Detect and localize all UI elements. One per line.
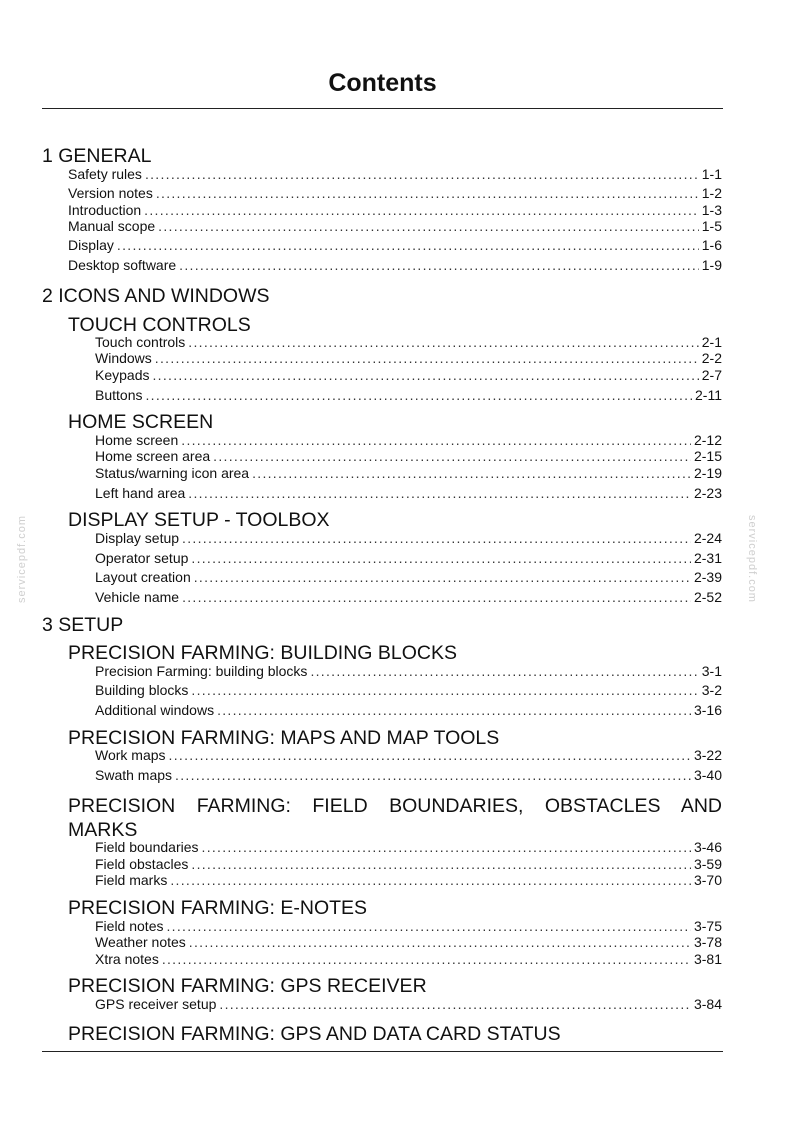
leader-dots	[182, 530, 691, 547]
toc-entry-label: Layout creation	[95, 569, 191, 585]
toc-entry-page: 2-52	[693, 589, 722, 605]
chapter-heading-1: 1 GENERAL	[42, 145, 152, 167]
leader-dots	[145, 166, 699, 183]
toc-entry-page: 1-2	[701, 185, 722, 201]
toc-entry[interactable]	[95, 682, 722, 699]
toc-entry[interactable]	[95, 702, 722, 719]
leader-dots	[162, 951, 691, 968]
toc-entry-page: 2-11	[695, 387, 722, 403]
toc-entry-page: 3-22	[693, 747, 722, 763]
toc-entry-label: Swath maps	[95, 767, 173, 783]
leader-dots	[145, 387, 692, 404]
toc-entry-label: Home screen area	[95, 448, 211, 464]
leader-dots	[310, 663, 698, 680]
toc-entry[interactable]	[95, 485, 722, 502]
leader-dots	[252, 465, 691, 482]
leader-dots	[189, 934, 691, 951]
leader-dots	[158, 218, 699, 235]
leader-dots	[181, 432, 691, 449]
toc-entry-label: Introduction	[68, 202, 142, 218]
toc-entry-page: 2-31	[693, 550, 722, 566]
section-heading: PRECISION FARMING: GPS RECEIVER	[68, 975, 427, 997]
toc-entry-label: Building blocks	[95, 682, 189, 698]
toc-entry[interactable]	[95, 530, 722, 547]
toc-entry-page: 2-24	[693, 530, 722, 546]
toc-entry[interactable]	[95, 767, 722, 784]
section-heading: PRECISION FARMING: MAPS AND MAP TOOLS	[68, 727, 500, 749]
toc-entry[interactable]	[95, 448, 722, 465]
toc-entry-label: Touch controls	[95, 334, 186, 350]
section-heading: PRECISION FARMING: GPS AND DATA CARD STATUS	[68, 1023, 561, 1045]
toc-entry-label: Field obstacles	[95, 856, 189, 872]
toc-entry[interactable]	[95, 550, 722, 567]
toc-entry-label: Work maps	[95, 747, 166, 763]
toc-entry-page: 3-2	[701, 682, 722, 698]
leader-dots	[155, 350, 699, 367]
toc-entry-label: Safety rules	[68, 166, 142, 182]
toc-entry-label: Keypads	[95, 367, 150, 383]
toc-entry-label: Precision Farming: building blocks	[95, 663, 308, 679]
leader-dots	[152, 367, 698, 384]
leader-dots	[179, 257, 699, 274]
bottom-rule	[42, 1051, 723, 1052]
section-heading: HOME SCREEN	[68, 411, 214, 433]
toc-entry-page: 2-1	[701, 334, 722, 350]
toc-entry-page: 3-1	[701, 663, 722, 679]
leader-dots	[188, 334, 698, 351]
toc-entry[interactable]	[68, 237, 722, 254]
page-title: Contents	[328, 69, 437, 97]
toc-entry-page: 1-1	[701, 166, 722, 182]
toc-entry-page: 2-23	[693, 485, 722, 501]
section-heading-line-2: MARKS	[68, 819, 138, 841]
toc-entry-label: Field marks	[95, 872, 168, 888]
section-heading: DISPLAY SETUP - TOOLBOX	[68, 509, 330, 531]
toc-entry-label: Additional windows	[95, 702, 215, 718]
section-heading: PRECISION FARMING: E-NOTES	[68, 897, 368, 919]
toc-entry-page: 1-5	[701, 218, 722, 234]
toc-entry-label: Field notes	[95, 918, 164, 934]
section-heading-line-1: PRECISION FARMING: FIELD BOUNDARIES, OBSTACLES AND	[68, 795, 722, 817]
toc-entry[interactable]	[95, 996, 722, 1013]
toc-entry-label: Display setup	[95, 530, 180, 546]
toc-entry-label: Buttons	[95, 387, 143, 403]
leader-dots	[182, 589, 691, 606]
toc-entry-page: 3-78	[693, 934, 722, 950]
toc-entry-label: Left hand area	[95, 485, 186, 501]
toc-entry-page: 1-3	[701, 202, 722, 218]
section-heading: PRECISION FARMING: BUILDING BLOCKS	[68, 642, 457, 664]
toc-entry[interactable]	[95, 872, 722, 889]
toc-entry[interactable]	[95, 951, 722, 968]
chapter-heading-2: 2 ICONS AND WINDOWS	[42, 285, 270, 307]
leader-dots	[117, 237, 699, 254]
toc-entry[interactable]	[95, 432, 722, 449]
toc-entry[interactable]	[95, 569, 722, 586]
top-rule	[42, 108, 723, 109]
toc-entry-page: 3-46	[693, 839, 722, 855]
toc-entry-page: 3-75	[693, 918, 722, 934]
toc-entry-page: 2-2	[701, 350, 722, 366]
toc-entry-page: 1-9	[701, 257, 722, 273]
toc-entry-page: 2-12	[693, 432, 722, 448]
leader-dots	[219, 996, 691, 1013]
section-heading: TOUCH CONTROLS	[68, 314, 251, 336]
leader-dots	[170, 872, 691, 889]
toc-entry-label: Field boundaries	[95, 839, 199, 855]
leader-dots	[191, 550, 691, 567]
toc-entry-page: 3-16	[693, 702, 722, 718]
toc-entry[interactable]	[95, 934, 722, 951]
toc-entry[interactable]	[95, 465, 722, 482]
toc-entry[interactable]	[95, 747, 722, 764]
watermark-left: servicepdf.com	[16, 515, 28, 603]
toc-entry[interactable]	[95, 367, 722, 384]
toc-entry[interactable]	[95, 589, 722, 606]
toc-entry-label: Weather notes	[95, 934, 186, 950]
leader-dots	[191, 856, 691, 873]
toc-entry[interactable]	[68, 166, 722, 183]
toc-entry-label: Display	[68, 237, 114, 253]
toc-entry-page: 2-15	[693, 448, 722, 464]
leader-dots	[213, 448, 691, 465]
leader-dots	[144, 202, 699, 219]
toc-entry[interactable]	[95, 918, 722, 935]
leader-dots	[191, 682, 698, 699]
toc-entry-label: Version notes	[68, 185, 153, 201]
toc-entry-page: 2-7	[701, 367, 722, 383]
leader-dots	[217, 702, 691, 719]
toc-entry[interactable]	[95, 350, 722, 367]
toc-entry-page: 3-81	[693, 951, 722, 967]
leader-dots	[188, 485, 691, 502]
toc-entry-label: Windows	[95, 350, 152, 366]
toc-entry[interactable]	[95, 387, 722, 404]
toc-entry[interactable]	[68, 202, 722, 219]
toc-entry-label: Xtra notes	[95, 951, 159, 967]
toc-entry-page: 3-40	[693, 767, 722, 783]
toc-entry-label: Status/warning icon area	[95, 465, 250, 481]
toc-entry-page: 3-84	[693, 996, 722, 1012]
leader-dots	[166, 918, 690, 935]
toc-entry[interactable]	[95, 856, 722, 873]
leader-dots	[156, 185, 699, 202]
toc-entry-label: Vehicle name	[95, 589, 180, 605]
leader-dots	[175, 767, 691, 784]
toc-entry-label: Operator setup	[95, 550, 189, 566]
toc-entry[interactable]	[68, 218, 722, 235]
toc-entry[interactable]	[95, 663, 722, 680]
toc-entry-page: 3-70	[693, 872, 722, 888]
toc-entry[interactable]	[95, 839, 722, 856]
toc-entry[interactable]	[68, 185, 722, 202]
toc-entry-page: 1-6	[701, 237, 722, 253]
leader-dots	[169, 747, 691, 764]
chapter-heading-3: 3 SETUP	[42, 614, 124, 636]
toc-entry-label: Home screen	[95, 432, 179, 448]
toc-entry-label: GPS receiver setup	[95, 996, 217, 1012]
toc-entry-page: 2-39	[693, 569, 722, 585]
watermark-right: servicepdf.com	[746, 515, 758, 603]
leader-dots	[202, 839, 691, 856]
leader-dots	[194, 569, 691, 586]
toc-entry-label: Manual scope	[68, 218, 156, 234]
toc-entry[interactable]	[68, 257, 722, 274]
toc-entry-label: Desktop software	[68, 257, 177, 273]
toc-entry-page: 2-19	[693, 465, 722, 481]
toc-entry[interactable]	[95, 334, 722, 351]
toc-entry-page: 3-59	[693, 856, 722, 872]
